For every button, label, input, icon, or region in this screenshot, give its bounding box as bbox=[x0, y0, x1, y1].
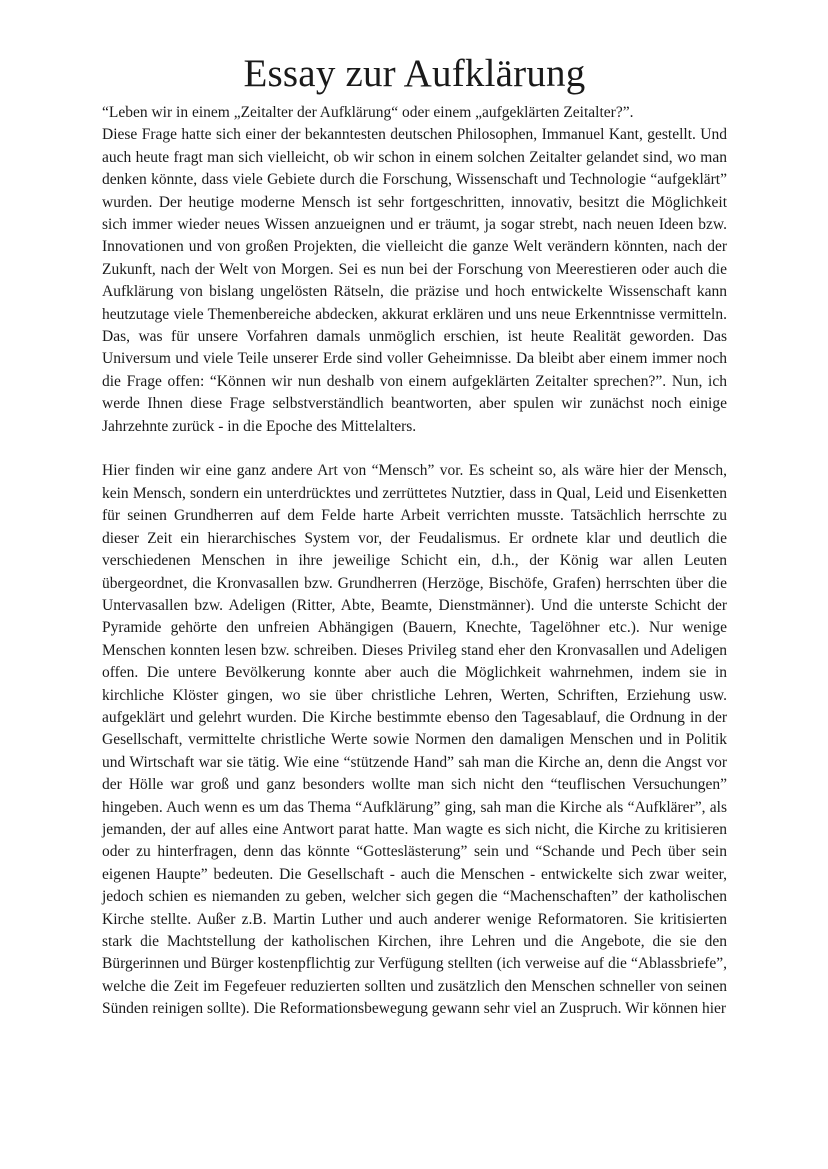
paragraph-intro bbox=[102, 124, 727, 438]
paragraph-text: Diese Frage hatte sich einer der bekanntesten deutschen Philosophen, Immanuel Kant, gestellt. Und auch heute fragt man sich vielleicht, ob wir schon in einem solchen Zeitalter gelandet sind, wo man denken könnte, dass viele Gebiete durch die Forschung, Wissenschaft und Technologie “aufgeklärt” wurden. Der heutige moderne Mensch ist sehr fortgeschritten, innovativ, besitzt die Möglichkeit sich immer wieder neues Wissen anzueignen und er träumt, ja sogar strebt, nach neuen Ideen bzw. Innovationen und von großen Projekten, die vielleicht die ganze Welt verändern könnten, nach der Zukunft, nach der Welt von Morgen. Sei es nun bei der Forschung von Meerestieren oder auch die Aufklärung von bislang ungelösten Rätseln, die präzise und hoch entwickelte Wissenschaft kann heutzutage viele Themenbereiche abdecken, akkurat erklären und uns neue Erkenntnisse vermitteln. Das, was für unsere Vorfahren damals unmöglich erschien, ist heute Realität geworden. Das Universum und viele Teile unserer Erde sind voller Geheimnisse. Da bleibt aber einem immer noch die Frage offen: “Können wir nun deshalb von einem aufgeklärten Zeitalter sprechen?”. Nun, ich werde Ihnen diese Frage selbstverständlich beantworten, aber spulen wir zunächst noch einige Jahrzehnte zurück - in die Epoche des Mittelalters. bbox=[102, 126, 727, 435]
opening-question bbox=[102, 102, 727, 124]
document-title: Essay zur Aufklärung bbox=[243, 52, 586, 95]
paragraph-middle-ages bbox=[102, 460, 727, 1020]
paragraph-text: “Leben wir in einem „Zeitalter der Aufklärung“ oder einem „aufgeklärten Zeitalter?”. bbox=[102, 104, 634, 121]
paragraph-text: Hier finden wir eine ganz andere Art von “Mensch” vor. Es scheint so, als wäre hier der Mensch, kein Mensch, sondern ein unterdrücktes und zerrüttetes Nutztier, dass in Qual, Leid und Eisenketten für seinen Grundherren auf dem Felde harte Arbeit verrichten musste. Tatsächlich herrschte zu dieser Zeit ein hierarchisches System vor, der Feudalismus. Er ordnete klar und deutlich die verschiedenen Menschen in ihre jeweilige Schicht ein, d.h., der König war allen Leuten übergeordnet, die Kronvasallen bzw. Grundherren (Herzöge, Bischöfe, Grafen) herrschten über die Untervasallen bzw. Adeligen (Ritter, Abte, Beamte, Dienstmänner). Und die unterste Schicht der Pyramide gehörte den unfreien Abhängigen (Bauern, Knechte, Tagelöhner etc.). Nur wenige Menschen konnten lesen bzw. schreiben. Dieses Privileg stand eher den Kronvasallen und Adeligen offen. Die untere Bevölkerung konnte aber auch die Möglichkeit wahrnehmen, indem sie in kirchliche Klöster gingen, wo sie über christliche Lehren, Werten, Schriften, Erziehung usw. aufgeklärt und gelehrt wurden. Die Kirche bestimmte ebenso den Tagesablauf, die Ordnung in der Gesellschaft, vermittelte christliche Werte sowie Normen den damaligen Menschen und in Politik und Wirtschaft war sie tätig. Wie eine “stützende Hand” sah man die Kirche an, denn die Angst vor der Hölle war groß und ganz besonders wollte man sich nicht den “teuflischen Versuchungen” hingeben. Auch wenn es um das Thema “Aufklärung” ging, sah man die Kirche als “Aufklärer”, als jemanden, der auf alles eine Antwort parat hatte. Man wagte es sich nicht, die Kirche zu kritisieren oder zu hinterfragen, denn das könnte “Gotteslästerung” sein und “Schande und Pech über sein eigenen Haupte” bedeuten. Die Gesellschaft - auch die Menschen - entwickelte sich zwar weiter, jedoch schien es niemanden zu geben, welcher sich gegen die “Machenschaften” der katholischen Kirche stellte. Außer z.B. Martin Luther und auch anderer wenige Reformatoren. Sie kritisierten stark die Machtstellung der katholischen Kirchen, ihre Lehren und die Angebote, die sie den Bürgerinnen und Bürger kostenpflichtig zur Verfügung stellten (ich verweise auf die “Ablassbriefe”, welche die Zeit im Fegefeuer reduzierten sollten und zusätzlich den Menschen schneller von seinen Sünden reinigen sollte). Die Reformationsbewegung gewann sehr viel an Zuspruch. Wir können hier bbox=[102, 462, 727, 1018]
paragraph-spacer bbox=[102, 438, 727, 460]
document-page bbox=[102, 48, 727, 1021]
